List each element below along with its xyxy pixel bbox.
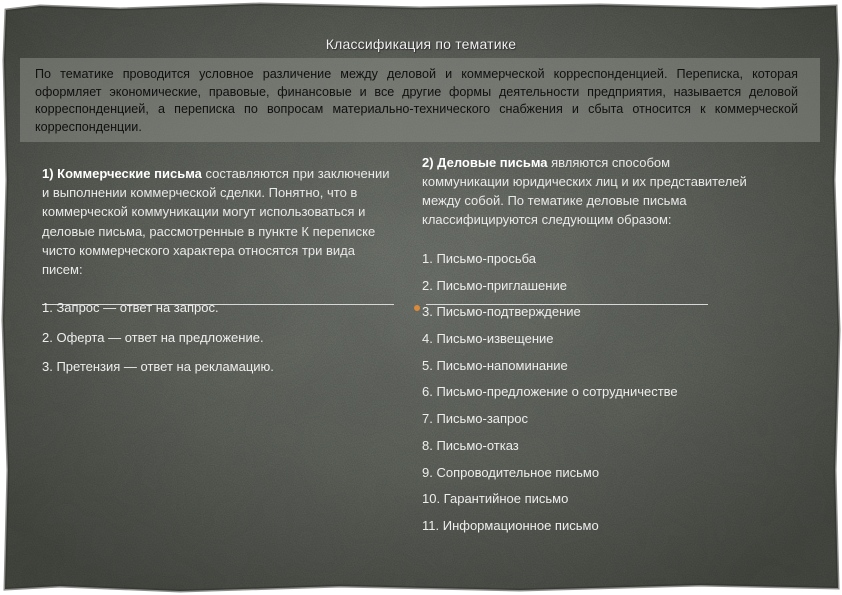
- list-item: 4. Письмо-извещение: [422, 331, 554, 347]
- commercial-letter-types-list: [42, 299, 402, 388]
- list-item: 6. Письмо-предложение о сотрудничестве: [422, 384, 678, 400]
- list-item: 1. Запрос — ответ на запрос.: [42, 300, 219, 315]
- business-letters-text: являются способом коммуникации юридических лиц и их представителей между собой. По тематике деловые письма классифицируются следующим образом:: [422, 155, 747, 227]
- bullet-dot-icon: [414, 305, 420, 311]
- business-letters-description: [422, 153, 752, 229]
- list-item: 3. Претензия — ответ на рекламацию.: [42, 359, 274, 374]
- list-item: 7. Письмо-запрос: [422, 411, 529, 427]
- intro-paragraph: По тематике проводится условное различение между деловой и коммерческой корреспонденцией. Переписка, которая оформляет экономические, правовые, финансовые и все другие формы деятельности предприятия, называется деловой корреспонденцией, а переписка по вопросам материально-технического снабжения и сбыта относится к коммерческой корреспонденции.: [35, 67, 798, 134]
- list-item: 9. Сопроводительное письмо: [422, 464, 600, 480]
- slide-title: Классификация по тематике: [325, 36, 517, 52]
- commercial-letters-description: [42, 164, 392, 279]
- list-item: 8. Письмо-отказ: [422, 437, 519, 453]
- list-item: 2. Письмо-приглашение: [422, 277, 567, 293]
- list-item: 1. Письмо-просьба: [422, 251, 536, 266]
- commercial-letters-text: составляются при заключении и выполнении коммерческой сделки. Понятно, что в коммерческой коммуникации могут использоваться и деловые письма, рассмотренные в пункте К переписке чисто коммерческого характера относятся три вида писем:: [42, 166, 390, 278]
- commercial-letters-heading: 1) Коммерческие письма: [42, 166, 202, 181]
- list-item: 10. Гарантийное письмо: [422, 491, 569, 507]
- list-item: 5. Письмо-напоминание: [422, 357, 568, 373]
- list-item: 2. Оферта — ответ на предложение.: [42, 329, 264, 345]
- list-item: 11. Информационное письмо: [422, 517, 599, 533]
- business-letters-heading: 2) Деловые письма: [422, 155, 548, 170]
- list-item: 3. Письмо-подтверждение: [422, 304, 581, 320]
- business-letter-types-list: [422, 250, 782, 544]
